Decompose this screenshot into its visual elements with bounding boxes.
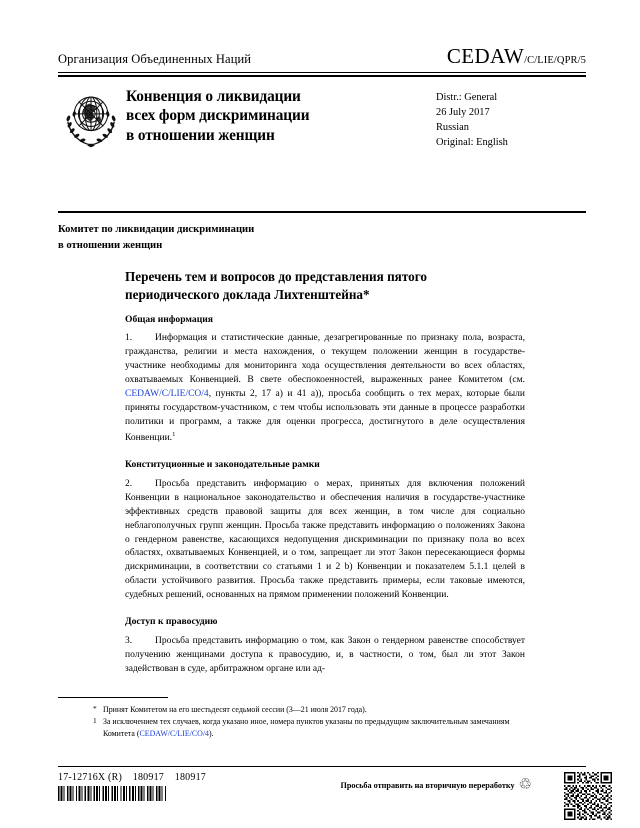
- distribution-type: Distr.: General: [436, 91, 498, 103]
- committee-rule: [58, 211, 586, 213]
- barcode: [58, 786, 166, 801]
- distribution-date: 26 July 2017: [436, 106, 490, 118]
- masthead-rule-thin: [58, 72, 586, 73]
- distribution-block: [432, 86, 586, 150]
- distribution-original: Original: English: [436, 136, 508, 148]
- footnote-separator: [58, 697, 168, 698]
- un-emblem: [58, 88, 124, 150]
- convention-title: [124, 86, 432, 150]
- footnote-asterisk-mark: *: [93, 704, 97, 713]
- committee-name: [58, 222, 478, 254]
- organization-row: [58, 44, 586, 71]
- paragraph-1: [125, 332, 525, 446]
- distribution-language: Russian: [436, 121, 469, 133]
- committee-name-line-2: в отношении женщин: [58, 240, 163, 252]
- footnote-1-text-after-link: ).: [209, 728, 214, 738]
- section-heading-general-information: Общая информация: [125, 314, 213, 325]
- qr-code: [564, 772, 612, 820]
- document-body: [125, 314, 525, 688]
- page-title-line-1: Перечень тем и вопросов до представления пятого: [125, 269, 427, 284]
- document-symbol: [447, 44, 586, 69]
- paragraph-2-text: Просьба представить информацию о мерах, принятых для включения положений Конвенции в национальное законодательство и обеспечения наличия в государстве-участнике эффективных средств правовой защиты для всех женщин, в том числе для социально неблагополучных групп женщин. Просьба также представить информацию о положениях Закона о гендерном равенстве, касающихся недопущения дискриминации по признаку пола во всех областях, охватываемых Конвенцией, и о том, запрещает ли этот Закон пересекающиеся формы дискриминации, в соответствии со статьями 1 и 2 b) Конвенции и показателем 5.1.1 целей в области устойчивого развития. Просьба также представить примеры, если таковые имеются, судебных решений, основанных на прямом применении положений Конвенции.: [125, 478, 525, 601]
- document-symbol-suffix: /C/LIE/QPR/5: [524, 55, 586, 66]
- footnote-link-cedaw-c-lie-co-4[interactable]: CEDAW/C/LIE/CO/4: [139, 728, 209, 738]
- paragraph-3-number: 3.: [125, 635, 133, 646]
- section-heading-access-to-justice: Доступ к правосудию: [125, 616, 218, 628]
- section-heading-constitutional-legislative-framework: Конституционные и законодательные рамки: [125, 459, 320, 471]
- recycle-text: Просьба отправить на вторичную переработку: [340, 781, 515, 790]
- recycle-notice: [340, 778, 532, 793]
- document-symbol-main: CEDAW: [446, 44, 525, 68]
- paragraph-1-text-after-link: , пункты 2, 17 a) и 41 a)), просьба сообщить о тех мерах, которые были приняты государством-участником, с тем чтобы использовать эти данные в процессе разработки политики и программ, а также для оценки прогресса, достигнутого в деле осуществления Конвенции.: [125, 389, 525, 444]
- footnote-asterisk-text: Принят Комитетом на его шестьдесят седьмой сессии (3—21 июля 2017 года).: [103, 705, 367, 714]
- page-title: [125, 268, 525, 304]
- organization-name: Организация Объединенных Наций: [58, 52, 252, 66]
- link-cedaw-c-lie-co-4[interactable]: CEDAW/C/LIE/CO/4: [125, 389, 209, 400]
- footnotes: [93, 704, 513, 740]
- committee-name-line-1: Комитет по ликвидации дискриминации: [58, 224, 255, 235]
- footnote-1-mark: 1: [93, 716, 97, 726]
- footer-rule: [58, 766, 586, 767]
- paragraph-1-text-before-link: Информация и статистические данные, дезагрегированные по признаку пола, возраста, гражданства, религии и места нахождения, о текущем положении женщин в государстве-участнике необходимы для мониторинга хода осуществления деятельности во всех областях, охватываемых Конвенцией. В свете обеспокоенностей, выраженных ранее Комитетом (см.: [125, 333, 525, 386]
- footnote-1: [93, 716, 513, 739]
- footnote-asterisk: [93, 704, 513, 715]
- convention-title-line-3: в отношении женщин: [126, 127, 275, 145]
- page-title-line-2: периодического доклада Лихтенштейна*: [125, 287, 370, 303]
- footnote-1-text: [103, 716, 513, 739]
- masthead-rule-thick: [58, 75, 586, 77]
- paragraph-2: [125, 478, 525, 604]
- convention-title-line-1: Конвенция о ликвидации: [126, 87, 301, 105]
- convention-title-block: [58, 86, 586, 150]
- paragraph-3-text: Просьба представить информацию о том, как Закон о гендерном равенстве способствует получению женщинами доступа к правосудию, и, в частности, о том, был ли этот Закон задействован в суде, арбитражном органе или ад-: [125, 635, 525, 674]
- masthead: [58, 44, 586, 150]
- paragraph-3: [125, 635, 525, 677]
- footnote-1-text-before-link: За исключением тех случаев, когда указано иное, номера пунктов указаны по предыдущим заключительным замечаниям Комитета (: [103, 717, 510, 738]
- recycle-icon: ♲: [518, 777, 532, 793]
- convention-title-line-2: всех форм дискриминации: [126, 107, 310, 125]
- paragraph-1-number: 1.: [125, 333, 133, 344]
- footnote-reference-1[interactable]: 1: [172, 431, 176, 439]
- job-number: 17-12716X (R) 180917 180917: [58, 772, 206, 783]
- paragraph-2-number: 2.: [125, 478, 133, 489]
